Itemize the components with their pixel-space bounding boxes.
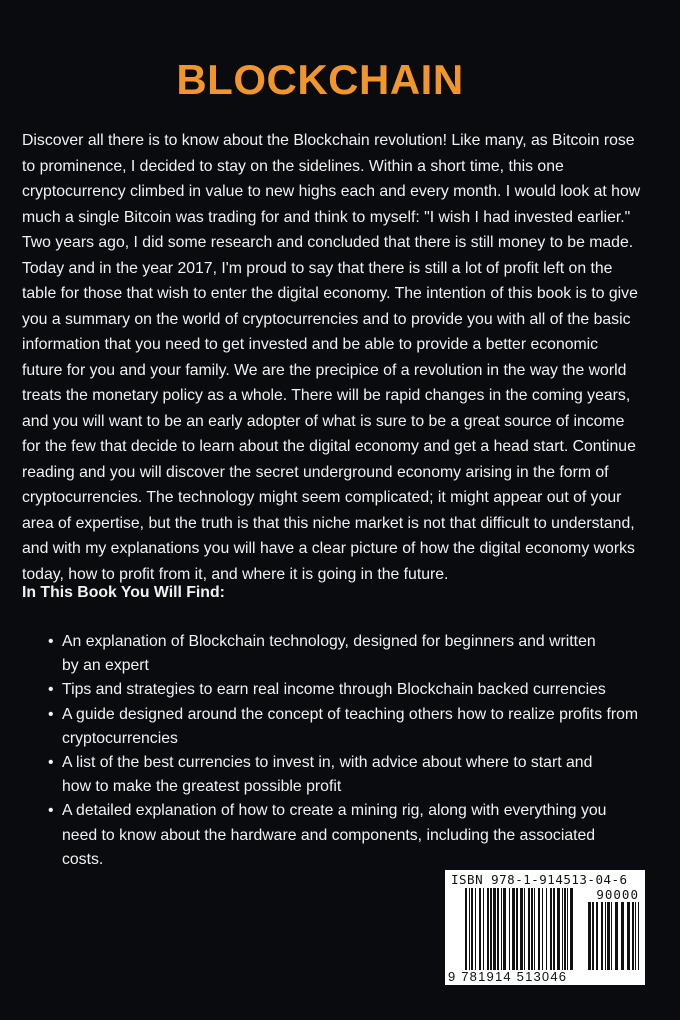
barcode-bar: [509, 888, 510, 970]
description-line: Two years ago, I did some research and concluded that there is still money to be made.: [22, 234, 634, 251]
bullet-icon: •: [48, 705, 54, 723]
list-item-line: cryptocurrencies: [62, 729, 178, 747]
isbn-barcode: [445, 870, 645, 985]
isbn-label: ISBN 978-1-914513-04-6: [451, 872, 628, 887]
barcode-bar: [516, 888, 518, 970]
barcode-bar: [567, 888, 568, 970]
description-line: and you will want to be an early adopter of what is sure to be a great source of income: [22, 412, 625, 430]
barcode-bar: [493, 888, 496, 970]
barcode-bar: [550, 888, 552, 970]
description-line: today, how to profit from it, and where it is going in the future.: [22, 565, 449, 583]
barcode-bar: [635, 902, 636, 970]
description-line: cryptocurrency climbed in value to new highs each and every month. I would look at how: [22, 183, 641, 200]
barcode-bar: [596, 902, 598, 970]
barcode-bar: [611, 902, 612, 970]
list-item: [48, 799, 638, 872]
barcode-digits: 9 781914 513046: [448, 969, 568, 984]
list-item-line: costs.: [62, 850, 104, 868]
price-addon: 90000: [596, 887, 639, 902]
list-item-line: by an expert: [62, 657, 149, 675]
barcode-bar: [465, 888, 467, 970]
barcode-bar: [497, 888, 499, 970]
barcode-bar: [531, 888, 533, 970]
list-item: [48, 630, 638, 678]
barcode-bar: [588, 902, 591, 970]
list-heading: In This Book You Will Find:: [22, 584, 225, 601]
bullet-icon: •: [48, 681, 54, 699]
barcode-bar: [557, 888, 560, 970]
description-line: you a summary on the world of cryptocurrencies and to provide you with all of the basic: [22, 310, 631, 328]
description-line: and with my explanations you will have a clear picture of how the digital economy works: [22, 540, 635, 557]
bullet-icon: •: [48, 802, 54, 820]
barcode-bar: [538, 888, 540, 970]
description: [22, 128, 640, 587]
barcode-bar: [490, 888, 492, 970]
barcode-bar: [638, 902, 639, 970]
list-item-line: A list of the best currencies to invest in, with advice about where to start and: [62, 754, 593, 772]
barcode-bar: [601, 902, 603, 970]
barcode-bar: [605, 902, 606, 970]
barcode-bar: [503, 888, 506, 970]
barcode-bar: [570, 888, 573, 970]
list-item: [48, 678, 638, 702]
barcode-bar: [512, 888, 515, 970]
list-item-line: need to know about the hardware and components, including the associated: [62, 826, 596, 844]
barcode-bar: [524, 888, 525, 970]
list-item-line: Tips and strategies to earn real income through Blockchain backed currencies: [62, 681, 606, 699]
bullet-icon: •: [48, 754, 54, 772]
barcode-bar: [501, 888, 502, 970]
barcode-bar: [471, 888, 473, 970]
barcode-bar: [592, 902, 594, 970]
barcode-bar: [607, 902, 610, 970]
list-item: [48, 751, 638, 799]
barcode-bar: [487, 888, 489, 970]
description-line: for the few that decide to learn about the digital economy and get a head start. Continue: [22, 438, 636, 455]
description-line: reading and you will discover the secret underground economy arising in the form of: [22, 463, 609, 481]
description-line: Discover all there is to know about the Blockchain revolution! Like many, as Bitcoin rose: [22, 132, 635, 149]
list-item-line: A detailed explanation of how to create a mining rig, along with everything you: [62, 802, 607, 820]
barcode-bar: [479, 888, 481, 970]
list-item-line: A guide designed around the concept of teaching others how to realize profits from: [62, 705, 639, 723]
barcode-bar: [553, 888, 555, 970]
barcode-bar: [520, 888, 523, 970]
description-line: cryptocurrencies. The technology might seem complicated; it might appear out of your: [22, 489, 622, 506]
barcode-bar: [528, 888, 530, 970]
book-title: BLOCKCHAIN: [176, 56, 464, 103]
barcode-bar: [483, 888, 484, 970]
barcode-bar: [627, 902, 630, 970]
description-line: table for those that wish to enter the digital economy. The intention of this book is to give: [22, 285, 638, 302]
description-line: future for you and your family. We are the precipice of a revolution in the way the world: [22, 361, 627, 379]
barcode-bar: [546, 888, 547, 970]
description-line: area of expertise, but the truth is that this niche market is not that difficult to understand,: [22, 514, 635, 532]
list-item: [48, 703, 638, 751]
description-line: treats the monetary policy as a whole. There will be rapid changes in the coming years,: [22, 387, 631, 404]
barcode-bar: [542, 888, 543, 970]
description-line: Today and in the year 2017, I'm proud to say that there is still a lot of profit left on the: [22, 259, 613, 277]
barcode-bar: [469, 888, 470, 970]
barcode-bar: [534, 888, 535, 970]
feature-list: [48, 630, 638, 872]
description-line: to prominence, I decided to stay on the sidelines. Within a short time, this one: [22, 157, 564, 175]
barcode-bar: [564, 888, 566, 970]
barcode-bar: [615, 902, 618, 970]
list-item-line: An explanation of Blockchain technology, designed for beginners and written: [62, 633, 596, 650]
list-item-line: how to make the greatest possible profit: [62, 778, 342, 796]
barcode-bar: [562, 888, 563, 970]
barcode-bar: [621, 902, 624, 970]
description-line: much a single Bitcoin was trading for and think to myself: "I wish I had invested earlier.": [22, 208, 631, 226]
barcode-bar: [632, 902, 634, 970]
bullet-icon: •: [48, 633, 54, 650]
barcode-bar: [475, 888, 476, 970]
description-line: information that you need to get invested and be able to provide a better economic: [22, 336, 599, 353]
